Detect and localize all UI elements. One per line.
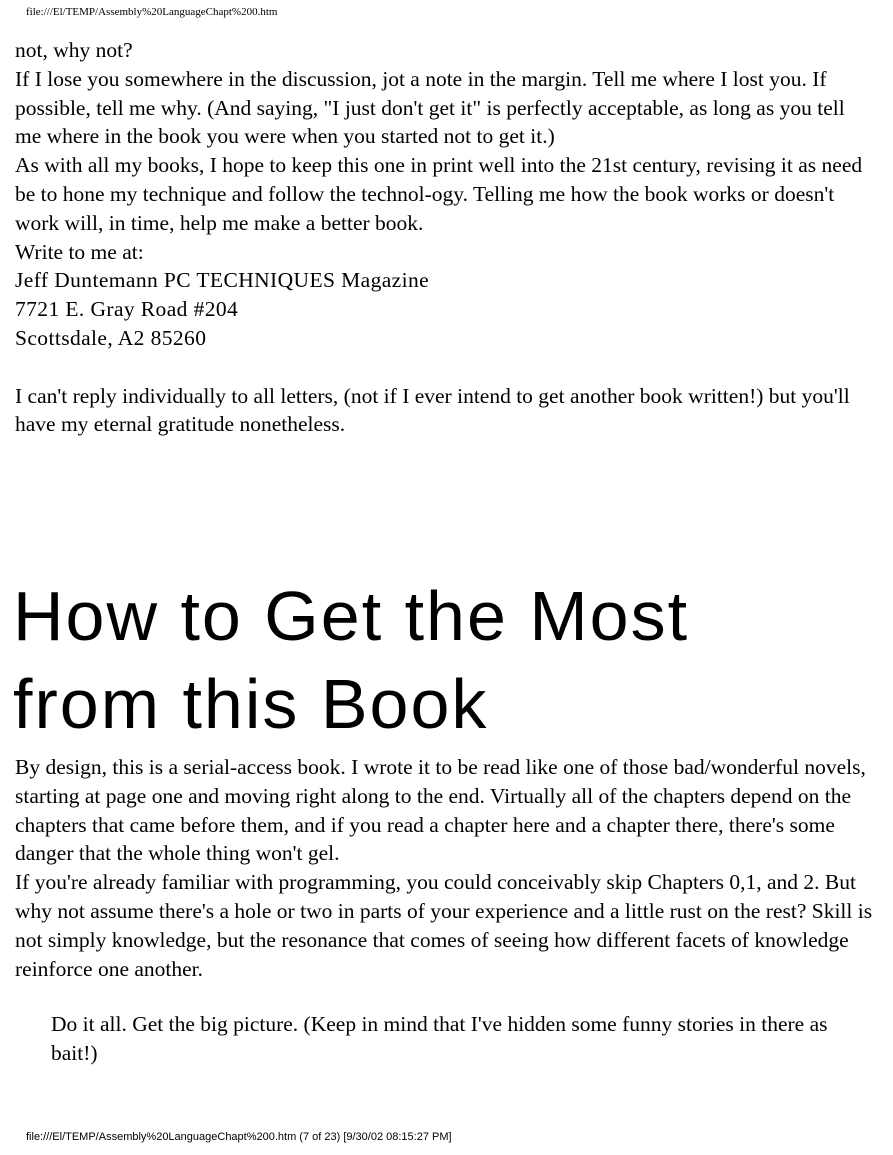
address-line-city: Scottsdale, A2 85260 — [15, 325, 207, 350]
top-text-block — [15, 36, 875, 439]
section-heading-line-2: from this Book — [13, 665, 489, 743]
blockquote-do-it-all: Do it all. Get the big picture. (Keep in mind that I've hidden some funny stories in there as bait!) — [51, 1012, 828, 1065]
section-body — [15, 753, 875, 983]
paragraph-gratitude: I can't reply individually to all letters, (not if I ever intend to get another book written!) but you'll have my eternal gratitude nonetheless. — [15, 383, 850, 437]
paragraph-skip-chapters: If you're already familiar with programming, you could conceivably skip Chapters 0,1, and 2. But why not assume there's a hole or two in parts of your experience and a little rust on the rest? Skill is not simply knowledge, but the resonance that comes of seeing how different facets of knowledge reinforce one another. — [15, 870, 873, 981]
blank-line — [15, 353, 875, 382]
address-line-street: 7721 E. Gray Road #204 — [15, 297, 239, 322]
paragraph-serial-access: By design, this is a serial-access book. I wrote it to be read like one of those bad/wonderful novels, starting at page one and moving right along to the end. Virtually all of the chapters depend on the chapters that came before them, and if you read a chapter here and a chapter there, there's some danger that the whole thing won't gel. — [15, 755, 866, 866]
paragraph-write-to-me: Write to me at: — [15, 239, 144, 264]
paragraph-not-why-not: not, why not? — [15, 38, 133, 62]
mailing-address — [15, 266, 875, 352]
paragraph-feedback: If I lose you somewhere in the discussion, jot a note in the margin. Tell me where I lost you. If possible, tell me why. (And saying, "I just don't get it" is perfectly acceptable, as long as you tell me where in the book you were when you started not to get it.) — [15, 66, 845, 149]
footer-file-url: file:///El/TEMP/Assembly%20LanguageChapt%200.htm (7 of 23) [9/30/02 08:15:27 PM] — [26, 1131, 452, 1143]
address-line-name: Jeff Duntemann PC TECHNIQUES Magazine — [15, 268, 430, 293]
header-file-url: file:///El/TEMP/Assembly%20LanguageChapt%200.htm — [26, 6, 278, 18]
section-heading — [13, 572, 873, 748]
paragraph-in-print: As with all my books, I hope to keep this one in print well into the 21st century, revising it as need be to hone my technique and follow the technol-ogy. Telling me how the book works or doesn't work will, in time, help me make a better book. — [15, 153, 863, 235]
section-heading-line-1: How to Get the Most — [13, 577, 690, 655]
